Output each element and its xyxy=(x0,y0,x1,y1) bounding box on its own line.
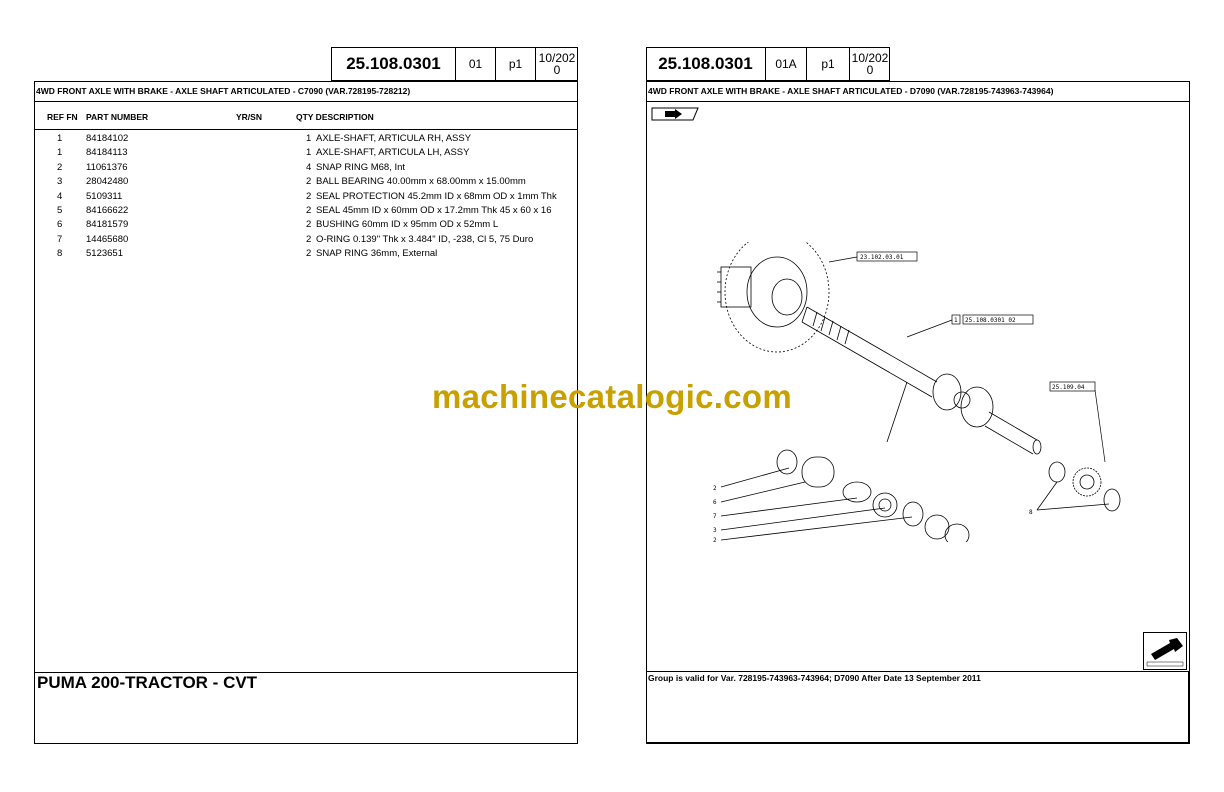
description-cell: AXLE-SHAFT, ARTICULA RH, ASSY xyxy=(316,133,472,144)
diagram-ref-2: 25.108.0301 02 xyxy=(965,317,1016,324)
left-title: 4WD FRONT AXLE WITH BRAKE - AXLE SHAFT ARTICULATED - C7090 (VAR.728195-728212) xyxy=(36,86,411,96)
qty-cell: 2 xyxy=(306,233,312,245)
return-arrow-icon[interactable] xyxy=(1143,632,1187,670)
part-number-cell: 84184102 xyxy=(86,133,129,144)
table-row xyxy=(35,147,577,161)
description-cell: BUSHING 60mm ID x 95mm OD x 52mm L xyxy=(316,219,499,231)
ref-cell: 5 xyxy=(57,205,63,216)
left-header-box xyxy=(331,47,578,81)
col-qty-desc: QTY DESCRIPTION xyxy=(296,112,374,122)
qty-cell: 2 xyxy=(306,190,312,202)
table-row xyxy=(35,234,577,248)
callout-7: 7 xyxy=(713,513,717,520)
callout-3: 3 xyxy=(713,527,717,534)
right-page-number: p1 xyxy=(806,48,849,80)
description-cell: SNAP RING 36mm, External xyxy=(316,248,438,260)
callout-6: 6 xyxy=(713,499,717,506)
col-part-number: PART NUMBER xyxy=(86,112,149,122)
right-title: 4WD FRONT AXLE WITH BRAKE - AXLE SHAFT ARTICULATED - D7090 (VAR.728195-743963-743964) xyxy=(648,86,1054,96)
watermark: machinecatalogic.com xyxy=(432,378,792,415)
right-body-box xyxy=(646,81,1190,672)
ref-cell: 3 xyxy=(57,176,63,188)
table-row xyxy=(35,219,577,233)
col-yr-sn: YR/SN xyxy=(236,112,262,122)
diagram-ref-1: 23.102.03.01 xyxy=(860,254,904,261)
qty-cell: 4 xyxy=(306,161,312,173)
next-page-arrow-icon[interactable] xyxy=(651,107,699,121)
table-row xyxy=(35,248,577,262)
part-number-cell: 5123651 xyxy=(86,248,123,260)
description-cell: SEAL PROTECTION 45.2mm ID x 68mm OD x 1mm Thk xyxy=(316,190,557,202)
col-ref-fn: REF FN xyxy=(47,112,78,122)
callout-8: 8 xyxy=(1029,509,1033,516)
left-col-divider xyxy=(35,129,577,130)
description-cell: O-RING 0.139" Thk x 3.484" ID, -238, Cl 5, 75 Duro xyxy=(316,233,534,245)
qty-cell: 1 xyxy=(306,133,312,144)
description-cell: AXLE-SHAFT, ARTICULA LH, ASSY xyxy=(316,147,470,159)
diagram-ref-index: 1 xyxy=(954,317,958,324)
part-number-cell: 84166622 xyxy=(86,205,129,216)
ref-cell: 8 xyxy=(57,248,63,260)
right-title-divider xyxy=(647,101,1189,102)
qty-cell: 2 xyxy=(306,176,312,188)
left-date: 10/202 0 xyxy=(535,48,578,80)
table-row xyxy=(35,176,577,190)
left-page-number: p1 xyxy=(495,48,535,80)
group-validity-note: Group is valid for Var. 728195-743963-743964; D7090 After Date 13 September 2011 xyxy=(648,673,981,683)
right-date: 10/202 0 xyxy=(849,48,890,80)
diagram-ref-3: 25.109.04 xyxy=(1052,384,1085,391)
table-row xyxy=(35,205,577,219)
qty-cell: 2 xyxy=(306,219,312,231)
part-number-cell: 5109311 xyxy=(86,190,123,202)
callout-2b: 2 xyxy=(713,537,717,542)
model-title: PUMA 200-TRACTOR - CVT xyxy=(37,673,258,692)
ref-cell: 7 xyxy=(57,233,63,245)
ref-cell: 1 xyxy=(57,147,63,159)
table-row xyxy=(35,191,577,205)
table-row xyxy=(35,162,577,176)
ref-cell: 4 xyxy=(57,190,63,202)
callout-2a: 2 xyxy=(713,485,717,492)
right-footer-box xyxy=(646,671,1190,744)
qty-cell: 2 xyxy=(306,248,312,260)
right-part-number: 25.108.0301 xyxy=(658,54,753,73)
part-number-cell: 84184113 xyxy=(86,147,128,159)
left-footer-box xyxy=(34,672,578,744)
qty-cell: 2 xyxy=(306,205,312,216)
description-cell: BALL BEARING 40.00mm x 68.00mm x 15.00mm xyxy=(316,176,526,188)
left-body-box xyxy=(34,81,578,673)
part-number-cell: 14465680 xyxy=(86,233,129,245)
part-number-cell: 11061376 xyxy=(86,161,128,173)
left-title-divider xyxy=(35,101,577,102)
table-row xyxy=(35,133,577,147)
right-variant: 01A xyxy=(765,48,806,80)
qty-cell: 1 xyxy=(306,147,312,159)
description-cell: SEAL 45mm ID x 60mm OD x 17.2mm Thk 45 x 60 x 16 xyxy=(316,205,552,216)
left-variant: 01 xyxy=(455,48,495,80)
description-cell: SNAP RING M68, Int xyxy=(316,161,406,173)
part-number-cell: 28042480 xyxy=(86,176,129,188)
ref-cell: 6 xyxy=(57,219,63,231)
right-header-box xyxy=(646,47,890,81)
ref-cell: 2 xyxy=(57,161,63,173)
left-part-number: 25.108.0301 xyxy=(331,48,455,80)
ref-cell: 1 xyxy=(57,133,63,144)
part-number-cell: 84181579 xyxy=(86,219,129,231)
